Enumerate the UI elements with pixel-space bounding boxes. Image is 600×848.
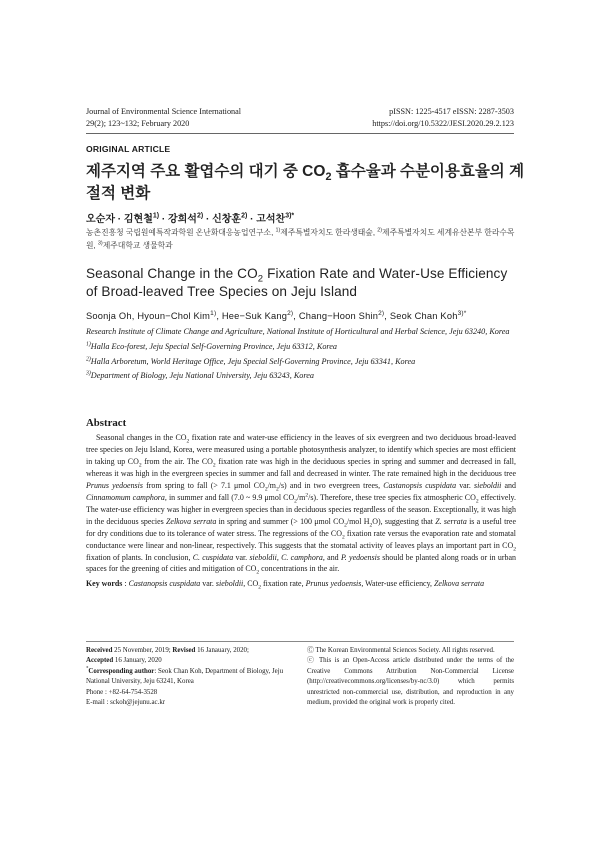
title-korean-part1: 제주지역 주요 활엽수의 대기 중 CO: [86, 163, 326, 180]
abstract-seg: /m: [267, 480, 276, 490]
abstract-seg: var.: [233, 552, 250, 562]
accepted-label: Accepted: [86, 657, 114, 665]
species-name: sieboldii: [249, 552, 277, 562]
affil-en-mark-3: 3): [86, 370, 91, 377]
author-ko-1: 오순자: [86, 214, 115, 225]
abstract-seg: fixation rate versus the evaporation rate and stomatal conductance were linear and non-linear, respectively. This suggests that the stomatal activity of leaves plays an important part in CO: [86, 528, 516, 550]
corr-label: Corresponding author: [88, 667, 155, 675]
abstract-heading: Abstract: [86, 417, 127, 429]
keyword-5: Zelkova serrata: [434, 579, 485, 588]
affil-en-mark-2: 2): [86, 355, 91, 362]
affiliations-english: [86, 326, 516, 385]
title-english: [86, 265, 516, 301]
phone: Phone : +82-64-754-3528: [86, 688, 158, 696]
keyword-2-rest: fixation rate,: [261, 579, 306, 588]
journal-ids: [372, 106, 514, 130]
abstract-seg: fixation of plants. In conclusion,: [86, 552, 193, 562]
title-korean: [86, 161, 526, 205]
affil-en-mark-1: 1): [86, 341, 91, 348]
abstract-seg: in spring and summer (> 100 μmol CO: [216, 516, 345, 526]
subscript: 2: [275, 486, 279, 493]
keyword-2: , CO: [243, 579, 259, 588]
affiliations-korean: [86, 227, 516, 252]
keyword-3: Prunus yedoensis: [305, 579, 362, 588]
author-ko-2-affil: 1): [152, 212, 160, 220]
subscript: 2: [138, 462, 142, 469]
corr-text: : Seok Chan Koh, Department of Biology, Jeju National University, Jeju 63241, Korea: [86, 667, 284, 686]
author-separator: ·: [114, 214, 124, 225]
subscript: 2: [212, 462, 216, 469]
revised-label: Revised: [172, 647, 196, 654]
subscript: 2: [369, 522, 373, 529]
header-divider: [86, 133, 514, 134]
affil-ko-1: 제주특별자치도 한라생태숲,: [280, 228, 378, 237]
author-ko-2: 김현철: [123, 214, 153, 225]
authors-english: [86, 311, 467, 321]
abstract-seg: from spring to fall (> 7.1 μmol CO: [142, 480, 265, 490]
author-en-3-affil: 2): [287, 309, 294, 317]
author-en-3: , Hee−Suk Kang: [216, 311, 288, 321]
footer-license: [307, 646, 514, 708]
abstract-seg: and: [501, 480, 516, 490]
abstract-seg: from the air. The CO: [141, 456, 213, 466]
author-ko-3-affil: 2): [196, 212, 204, 220]
author-separator: ·: [203, 214, 213, 225]
author-ko-4: 신창훈: [212, 214, 242, 225]
title-korean-sub: 2: [325, 171, 332, 184]
affil-ko-mark-3: 3): [97, 239, 103, 246]
abstract-seg: concentrations in the air.: [259, 564, 340, 574]
accepted-date: 16 January, 2020: [113, 657, 162, 665]
author-separator: ·: [159, 214, 168, 225]
subscript: 2: [344, 522, 347, 529]
abstract-seg: /mol H: [346, 516, 370, 526]
affil-ko-3: 제주대학교 생물학과: [102, 240, 173, 250]
abstract-seg: , and: [322, 552, 341, 562]
journal-info: [86, 106, 241, 130]
affil-ko-2: 제주특별자치도 세계유산본부 한라수목원,: [86, 228, 515, 250]
title-english-sub: 2: [257, 273, 264, 285]
species-name: sieboldii: [474, 480, 502, 490]
subscript: 2: [513, 546, 516, 553]
subscript: 2: [475, 498, 479, 505]
affil-en-2-line: [86, 356, 516, 369]
accepted-line: [86, 656, 286, 666]
affil-en-main: Research Institute of Climate Change and Agriculture, National Institute of Horticultural and Herbal Science, Jeju 63240, Korea: [86, 327, 510, 336]
keyword-4: , Water-use efficiency,: [361, 579, 435, 588]
superscript: 2: [305, 492, 309, 499]
species-name: Zelkova serrata: [166, 516, 217, 526]
author-en-2: Hyoun−Chol Kim: [137, 311, 211, 321]
species-name: Castanopsis cuspidata: [383, 480, 457, 490]
abstract-seg: var.: [456, 480, 475, 490]
species-name: Z. serrata: [435, 516, 467, 526]
subscript: 2: [258, 584, 262, 591]
abstract-seg: effectively. The water-use efficiency was higher in evergreen species than in deciduous species regardless of the season. Exceptionally, it was high in the deciduous species: [86, 492, 516, 526]
received-label: Received: [86, 647, 113, 654]
abstract-seg: fixation rate was high in the deciduous species in spring and summer and decreased in fall, whereas it was high in the evergreen species in summer and fall and decreased in winter. The rate remained high in the deciduous tree: [86, 456, 516, 478]
abstract-seg: ,: [276, 552, 282, 562]
author-ko-3: 강희석: [167, 214, 197, 225]
subscript: 2: [294, 498, 297, 505]
affil-ko-mark-1: 1): [275, 227, 281, 234]
affil-ko-main: 농촌진흥청 국립원예특작과학원 온난화대응농업연구소,: [86, 228, 276, 237]
license-text: ⓒ This is an Open-Access article distributed under the terms of the Creative Commons Attribution Non-Commercial License (http://creativecommons.org/licenses/by-nc/3.0) which permits unrestricted non-commercial use, distribution, and reproduction in any medium, provided the original work is properly cited.: [307, 657, 514, 707]
author-en-4: , Chang−Hoon Shin: [293, 311, 379, 321]
abstract-seg: , in summer and fall (7.0 ~ 9.9 μmol CO: [164, 492, 295, 502]
affil-ko-mark-2: 2): [377, 227, 383, 234]
author-ko-5-affil: 3)*: [285, 212, 295, 220]
article-type: ORIGINAL ARTICLE: [86, 144, 171, 154]
abstract-seg: O), suggesting that: [372, 516, 436, 526]
email-link[interactable]: E-mail : sckoh@jejunu.ac.kr: [86, 699, 166, 707]
revised-date: 16 Janauary, 2020;: [195, 647, 249, 654]
species-name: Prunus yedoensis: [86, 480, 143, 490]
keyword-1-variety: sieboldii: [215, 579, 244, 588]
subscript: 2: [186, 438, 190, 445]
title-english-part1: Seasonal Change in the CO: [86, 266, 258, 281]
abstract-text: [86, 432, 516, 575]
footer-dates-contact: [86, 646, 286, 708]
author-en-4-affil: 2): [378, 309, 385, 317]
title-english-part2: Fixation Rate and Water-Use Efficiency of Broad-leaved Tree Species on Jeju Island: [86, 266, 508, 299]
author-en-5: , Seok Chan Koh: [384, 311, 458, 321]
copyright: Ⓒ The Korean Environmental Sciences Society. All rights reserved.: [307, 647, 495, 654]
species-name: C. camphora: [281, 552, 323, 562]
author-en-2-affil: 1): [210, 309, 217, 317]
affil-en-2: Halla Arboretum, World Heritage Office, Jeju Special Self-Governing Province, Jeju 63341, Korea: [90, 356, 416, 366]
journal-doi-link[interactable]: https://doi.org/10.5322/JESI.2020.29.2.123: [372, 119, 514, 128]
corresponding-author: [86, 667, 286, 688]
keywords-colon: :: [122, 579, 129, 588]
authors-korean: [86, 210, 294, 225]
affil-en-3-line: [86, 370, 516, 383]
abstract-seg: is a useful tree for dry conditions due to its tolerance of water stress. The regressions of the CO: [86, 516, 516, 538]
author-ko-4-affil: 2): [241, 212, 248, 220]
keyword-1: Castanopsis cuspidata: [128, 579, 201, 588]
corr-star: *: [86, 666, 89, 672]
keywords: [86, 578, 516, 590]
journal-name: Journal of Environmental Science International: [86, 107, 242, 116]
subscript: 2: [341, 534, 345, 541]
affil-en-3: Department of Biology, Jeju National University, Jeju 63243, Korea: [90, 371, 315, 381]
footer-divider: [86, 641, 514, 642]
subscript: 2: [264, 486, 268, 493]
author-en-1: Soonja Oh,: [86, 311, 138, 321]
affil-en-1-line: [86, 341, 516, 354]
affil-en-1: Halla Eco-forest, Jeju Special Self-Governing Province, Jeju 63312, Korea: [90, 341, 338, 351]
journal-volume: 29(2); 123~132; February 2020: [86, 119, 190, 128]
title-korean-part2: 흡수율과 수분이용효율의 계절적 변화: [86, 163, 525, 202]
abstract-seg: /s) and in two evergreen trees,: [278, 480, 384, 490]
received-line: [86, 646, 286, 656]
species-name: Cinnamomum camphora: [86, 492, 165, 502]
species-name: C. cuspidata: [192, 552, 234, 562]
subscript: 2: [256, 570, 260, 577]
abstract-seg: /m: [296, 492, 306, 502]
abstract-seg: Seasonal changes in the CO: [96, 433, 187, 442]
abstract-seg: should be planted along roads or in urban spaces for the greening of cities and mitigation of CO: [86, 552, 517, 574]
author-en-5-affil: 3)*: [457, 309, 467, 317]
author-separator: ·: [247, 214, 257, 225]
keywords-label: Key words: [86, 579, 123, 588]
journal-issn: pISSN: 1225-4517 eISSN: 2287-3503: [389, 107, 514, 116]
abstract-seg: fixation rate and water-use efficiency in the leaves of six evergreen and two deciduous broad-leaved tree species on Jeju Island, Korea, were measured using a portable photosynthesis analyzer, to identify which species are most efficient in taking up CO: [86, 433, 516, 466]
author-ko-5: 고석찬: [256, 214, 286, 225]
abstract-seg: /s). Therefore, these tree species fix atmospheric CO: [308, 492, 476, 502]
keyword-1-var: var.: [200, 579, 216, 588]
species-name: P. yedoensis: [340, 552, 380, 562]
received-date: 25 November, 2019;: [112, 647, 173, 654]
